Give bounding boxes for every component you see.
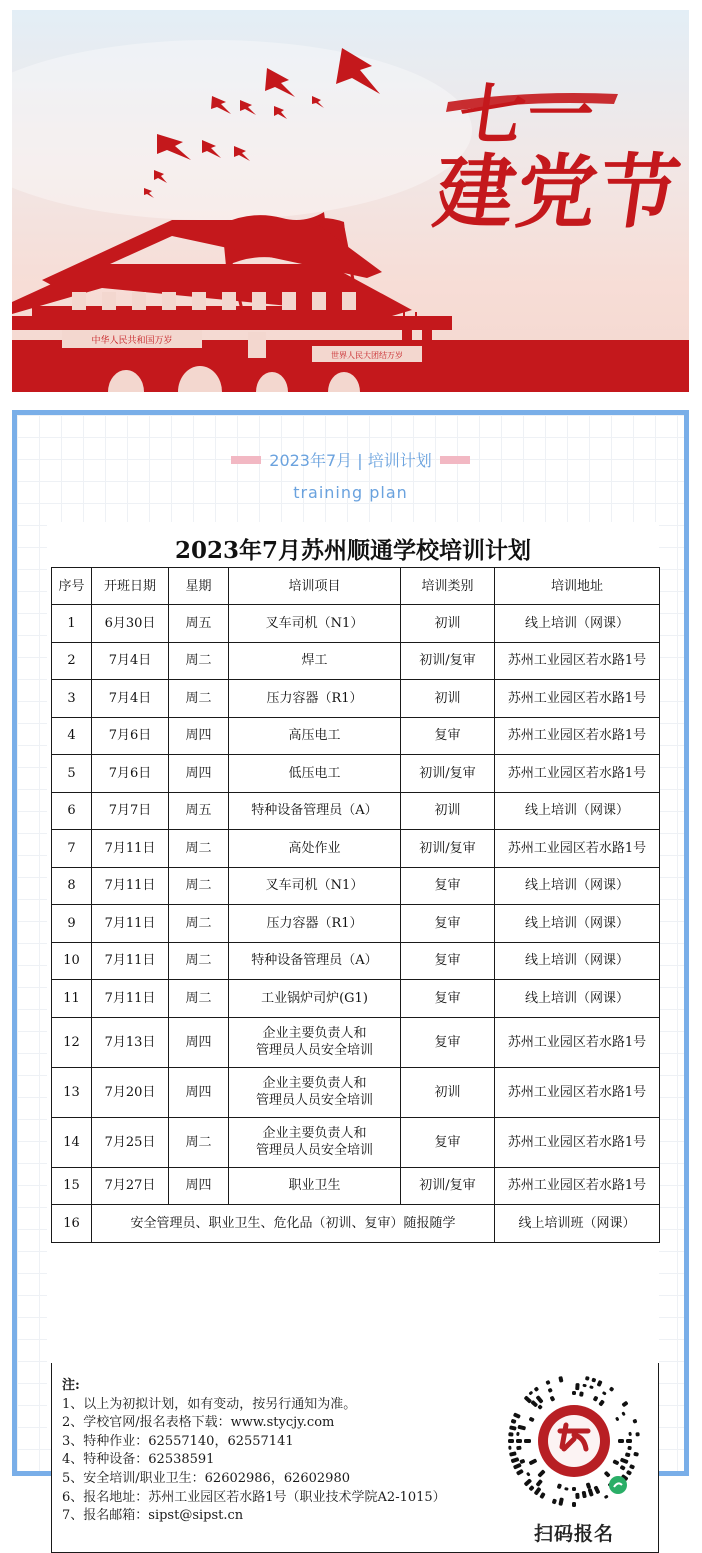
table-row bbox=[52, 942, 660, 980]
cell-date: 7月6日 bbox=[92, 755, 169, 793]
cell-type: 初训 bbox=[401, 605, 495, 643]
qr-dot bbox=[609, 1386, 615, 1392]
cell-address: 苏州工业园区若水路1号 bbox=[495, 830, 660, 868]
notes-list bbox=[62, 1377, 446, 1526]
table-row bbox=[52, 980, 660, 1018]
cell-project: 高压电工 bbox=[229, 717, 401, 755]
cell-no: 15 bbox=[52, 1167, 92, 1205]
qr-dot bbox=[627, 1446, 631, 1450]
cell-type: 初训/复审 bbox=[401, 1167, 495, 1205]
cell-weekday: 周五 bbox=[169, 605, 229, 643]
table-row bbox=[52, 642, 660, 680]
cell-date: 7月7日 bbox=[92, 792, 169, 830]
qr-dot bbox=[511, 1457, 520, 1463]
qr-dot bbox=[598, 1399, 605, 1406]
cell-address: 苏州工业园区若水路1号 bbox=[495, 1017, 660, 1067]
qr-dot bbox=[508, 1432, 513, 1437]
qr-dot bbox=[621, 1401, 628, 1408]
cell-type: 复审 bbox=[401, 1017, 495, 1067]
qr-dot bbox=[516, 1446, 521, 1451]
cell-project: 高处作业 bbox=[229, 830, 401, 868]
cell-type: 初训 bbox=[401, 1067, 495, 1117]
cell-description: 安全管理员、职业卫生、危化品（初训、复审）随报随学 bbox=[92, 1205, 495, 1243]
qr-dot bbox=[575, 1383, 579, 1390]
cell-no: 4 bbox=[52, 717, 92, 755]
cell-weekday: 周二 bbox=[169, 830, 229, 868]
cell-project: 工业锅炉司炉(G1) bbox=[229, 980, 401, 1018]
left-decor-bar bbox=[231, 456, 261, 464]
cell-no: 1 bbox=[52, 605, 92, 643]
qr-dot bbox=[589, 1385, 594, 1389]
qr-code-icon bbox=[504, 1369, 644, 1514]
cell-weekday: 周二 bbox=[169, 680, 229, 718]
cell-address: 线上培训（网课） bbox=[495, 980, 660, 1018]
cell-weekday: 周二 bbox=[169, 905, 229, 943]
qr-dot bbox=[545, 1380, 550, 1385]
document-title: 2023年7月苏州顺通学校培训计划 bbox=[174, 537, 532, 564]
cell-date: 7月11日 bbox=[92, 942, 169, 980]
qr-dot bbox=[511, 1419, 517, 1424]
section-heading: 2023年7月 | 培训计划 bbox=[269, 451, 432, 470]
table-row bbox=[52, 830, 660, 868]
qr-dot bbox=[517, 1425, 526, 1431]
right-decor-bar bbox=[440, 456, 470, 464]
qr-dot bbox=[516, 1432, 519, 1436]
cell-type: 复审 bbox=[401, 980, 495, 1018]
cell-no: 12 bbox=[52, 1017, 92, 1067]
notes-heading: 注: bbox=[62, 1378, 80, 1393]
cell-project: 压力容器（R1） bbox=[229, 680, 401, 718]
cell-project: 低压电工 bbox=[229, 755, 401, 793]
col-header-project: 培训项目 bbox=[229, 568, 401, 605]
qr-dot bbox=[528, 1391, 533, 1396]
qr-dot bbox=[579, 1391, 584, 1397]
cell-address: 苏州工业园区若水路1号 bbox=[495, 755, 660, 793]
cell-project: 企业主要负责人和 管理员人员安全培训 bbox=[229, 1117, 401, 1167]
cell-address: 苏州工业园区若水路1号 bbox=[495, 680, 660, 718]
cell-date: 7月13日 bbox=[92, 1017, 169, 1067]
table-row bbox=[52, 1117, 660, 1167]
qr-dot bbox=[633, 1452, 639, 1457]
col-header-type: 培训类别 bbox=[401, 568, 495, 605]
cell-address: 苏州工业园区若水路1号 bbox=[495, 1167, 660, 1205]
qr-dot bbox=[572, 1502, 576, 1507]
notes-box bbox=[51, 1363, 659, 1553]
cell-project: 职业卫生 bbox=[229, 1167, 401, 1205]
qr-dot bbox=[604, 1471, 611, 1478]
qr-dot bbox=[597, 1380, 603, 1387]
table-row-last bbox=[52, 1205, 660, 1243]
cell-date: 7月4日 bbox=[92, 680, 169, 718]
qr-dot bbox=[615, 1417, 619, 1422]
cell-date: 7月25日 bbox=[92, 1117, 169, 1167]
qr-dot bbox=[582, 1384, 586, 1388]
note-item: 1、以上为初拟计划，如有变动，按另行通知为准。 bbox=[62, 1396, 357, 1412]
qr-dot bbox=[564, 1487, 568, 1491]
qr-caption: 扫码报名 bbox=[533, 1523, 614, 1545]
qr-dot bbox=[588, 1488, 594, 1497]
note-item: 3、特种作业：62557140，62557141 bbox=[62, 1433, 294, 1449]
cell-address: 苏州工业园区若水路1号 bbox=[495, 642, 660, 680]
col-header-address: 培训地址 bbox=[495, 568, 660, 605]
cell-date: 7月27日 bbox=[92, 1167, 169, 1205]
qr-dot bbox=[626, 1470, 632, 1476]
col-header-weekday: 星期 bbox=[169, 568, 229, 605]
cell-type: 复审 bbox=[401, 942, 495, 980]
table-header-row bbox=[52, 568, 660, 605]
table-row bbox=[52, 1167, 660, 1205]
note-item: 5、安全培训/职业卫生：62602986，62602980 bbox=[62, 1470, 350, 1486]
cell-no: 5 bbox=[52, 755, 92, 793]
cell-no: 3 bbox=[52, 680, 92, 718]
qr-dot bbox=[535, 1479, 543, 1487]
col-header-date: 开班日期 bbox=[92, 568, 169, 605]
qr-dot bbox=[557, 1483, 562, 1489]
section-subheading: training plan bbox=[293, 483, 408, 502]
cell-type: 初训/复审 bbox=[401, 642, 495, 680]
plaque-left: 中华人民共和国万岁 bbox=[91, 336, 173, 346]
cell-date: 7月11日 bbox=[92, 867, 169, 905]
section-heading-row bbox=[17, 448, 684, 471]
cell-address: 线上培训（网课） bbox=[495, 867, 660, 905]
note-item: 4、特种设备：62538591 bbox=[62, 1452, 215, 1468]
qr-dot bbox=[537, 1404, 543, 1410]
cell-date: 7月11日 bbox=[92, 905, 169, 943]
qr-dot bbox=[524, 1439, 531, 1443]
cell-type: 复审 bbox=[401, 905, 495, 943]
qr-dot bbox=[593, 1485, 600, 1494]
qr-dot bbox=[513, 1463, 522, 1470]
cell-no: 14 bbox=[52, 1117, 92, 1167]
cell-project: 焊工 bbox=[229, 642, 401, 680]
qr-dot bbox=[632, 1419, 637, 1424]
cell-type: 初训 bbox=[401, 680, 495, 718]
cell-project: 压力容器（R1） bbox=[229, 905, 401, 943]
cell-type: 复审 bbox=[401, 1117, 495, 1167]
plan-document bbox=[47, 522, 659, 1545]
qr-dot bbox=[591, 1378, 596, 1383]
cell-weekday: 周四 bbox=[169, 717, 229, 755]
cell-weekday: 周四 bbox=[169, 1067, 229, 1117]
cell-weekday: 周四 bbox=[169, 1017, 229, 1067]
qr-dot bbox=[539, 1492, 545, 1499]
cell-address: 线上培训班（网课） bbox=[495, 1205, 660, 1243]
qr-dot bbox=[620, 1458, 629, 1465]
table-row bbox=[52, 1067, 660, 1117]
qr-dot bbox=[625, 1452, 631, 1457]
note-item: 6、报名地址：苏州工业园区若水路1号（职业技术学院A2-1015） bbox=[62, 1489, 446, 1505]
table-row bbox=[52, 867, 660, 905]
cell-type: 初训/复审 bbox=[401, 755, 495, 793]
banner-title-line2: 建党节 bbox=[428, 145, 688, 239]
banner-image bbox=[12, 10, 689, 392]
qr-dot bbox=[526, 1472, 531, 1477]
table-row bbox=[52, 792, 660, 830]
qr-dot bbox=[635, 1432, 639, 1436]
cell-no: 11 bbox=[52, 980, 92, 1018]
qr-dot bbox=[558, 1497, 564, 1506]
qr-dot bbox=[602, 1391, 607, 1396]
qr-dot bbox=[550, 1396, 556, 1402]
table-row bbox=[52, 755, 660, 793]
qr-dot bbox=[534, 1386, 540, 1392]
cell-date: 7月20日 bbox=[92, 1067, 169, 1117]
qr-dot bbox=[604, 1495, 609, 1500]
qr-dot bbox=[572, 1391, 576, 1395]
cell-no: 10 bbox=[52, 942, 92, 980]
qr-dot bbox=[552, 1498, 557, 1504]
cell-weekday: 周四 bbox=[169, 1167, 229, 1205]
cell-date: 6月30日 bbox=[92, 605, 169, 643]
cell-weekday: 周四 bbox=[169, 755, 229, 793]
note-item: 2、学校官网/报名表格下载：www.stycjy.com bbox=[62, 1415, 335, 1431]
qr-dot bbox=[513, 1412, 521, 1419]
qr-dot bbox=[586, 1482, 592, 1489]
qr-dot bbox=[548, 1388, 553, 1393]
cell-project: 特种设备管理员（A） bbox=[229, 792, 401, 830]
cell-date: 7月11日 bbox=[92, 980, 169, 1018]
cell-weekday: 周二 bbox=[169, 642, 229, 680]
qr-dot bbox=[585, 1376, 590, 1381]
qr-dot bbox=[519, 1459, 525, 1465]
qr-dot bbox=[509, 1425, 517, 1430]
qr-dot bbox=[593, 1396, 599, 1402]
signup-qr-code[interactable] bbox=[504, 1369, 644, 1549]
cell-no: 6 bbox=[52, 792, 92, 830]
qr-dot bbox=[508, 1446, 511, 1450]
qr-dot bbox=[535, 1395, 543, 1404]
cell-project: 叉车司机（N1） bbox=[229, 605, 401, 643]
cell-project: 企业主要负责人和 管理员人员安全培训 bbox=[229, 1067, 401, 1117]
cell-type: 初训 bbox=[401, 792, 495, 830]
cell-address: 线上培训（网课） bbox=[495, 605, 660, 643]
cell-no: 7 bbox=[52, 830, 92, 868]
qr-dot bbox=[534, 1487, 542, 1496]
qr-dot bbox=[524, 1478, 533, 1486]
qr-dot bbox=[628, 1432, 631, 1436]
cell-weekday: 周二 bbox=[169, 1117, 229, 1167]
cell-weekday: 周二 bbox=[169, 867, 229, 905]
table-row bbox=[52, 680, 660, 718]
cell-no: 9 bbox=[52, 905, 92, 943]
qr-dot bbox=[516, 1439, 522, 1443]
cell-type: 复审 bbox=[401, 717, 495, 755]
cell-weekday: 周二 bbox=[169, 980, 229, 1018]
table-row bbox=[52, 717, 660, 755]
plaque-right: 世界人民大团结万岁 bbox=[331, 351, 403, 360]
col-header-no: 序号 bbox=[52, 568, 92, 605]
qr-dot bbox=[629, 1464, 635, 1470]
cell-date: 7月6日 bbox=[92, 717, 169, 755]
qr-dot bbox=[575, 1493, 579, 1499]
table-row bbox=[52, 1017, 660, 1067]
qr-dot bbox=[558, 1376, 563, 1383]
qr-dot bbox=[620, 1465, 626, 1471]
qr-dot bbox=[529, 1417, 535, 1423]
banner-title-line1: 七一 bbox=[453, 76, 601, 154]
table-row bbox=[52, 605, 660, 643]
table-row bbox=[52, 905, 660, 943]
cell-address: 线上培训（网课） bbox=[495, 942, 660, 980]
cell-address: 线上培训（网课） bbox=[495, 905, 660, 943]
cell-type: 复审 bbox=[401, 867, 495, 905]
training-plan-card bbox=[12, 410, 689, 1545]
training-table bbox=[51, 567, 660, 1243]
cell-project: 叉车司机（N1） bbox=[229, 867, 401, 905]
cell-weekday: 周二 bbox=[169, 942, 229, 980]
cell-address: 苏州工业园区若水路1号 bbox=[495, 1067, 660, 1117]
cell-date: 7月11日 bbox=[92, 830, 169, 868]
cell-weekday: 周五 bbox=[169, 792, 229, 830]
cell-type: 初训/复审 bbox=[401, 830, 495, 868]
note-item: 7、报名邮箱：sipst@sipst.cn bbox=[62, 1508, 244, 1524]
qr-dot bbox=[509, 1451, 517, 1456]
cell-date: 7月4日 bbox=[92, 642, 169, 680]
qr-dot bbox=[618, 1439, 624, 1443]
cell-address: 苏州工业园区若水路1号 bbox=[495, 717, 660, 755]
cell-address: 线上培训（网课） bbox=[495, 792, 660, 830]
qr-dot bbox=[508, 1439, 514, 1443]
qr-dot bbox=[516, 1469, 524, 1476]
cell-no: 13 bbox=[52, 1067, 92, 1117]
cell-no: 16 bbox=[52, 1205, 92, 1243]
cell-project: 企业主要负责人和 管理员人员安全培训 bbox=[229, 1017, 401, 1067]
qr-dot bbox=[612, 1459, 619, 1465]
cell-address: 苏州工业园区若水路1号 bbox=[495, 1117, 660, 1167]
qr-dot bbox=[621, 1411, 626, 1416]
qr-dot bbox=[528, 1485, 534, 1491]
qr-dot bbox=[626, 1439, 632, 1443]
qr-dot bbox=[582, 1491, 587, 1499]
cell-no: 8 bbox=[52, 867, 92, 905]
cell-project: 特种设备管理员（A） bbox=[229, 942, 401, 980]
qr-dot bbox=[572, 1487, 576, 1491]
qr-dot bbox=[524, 1395, 533, 1403]
cell-no: 2 bbox=[52, 642, 92, 680]
qr-dot bbox=[529, 1458, 538, 1465]
